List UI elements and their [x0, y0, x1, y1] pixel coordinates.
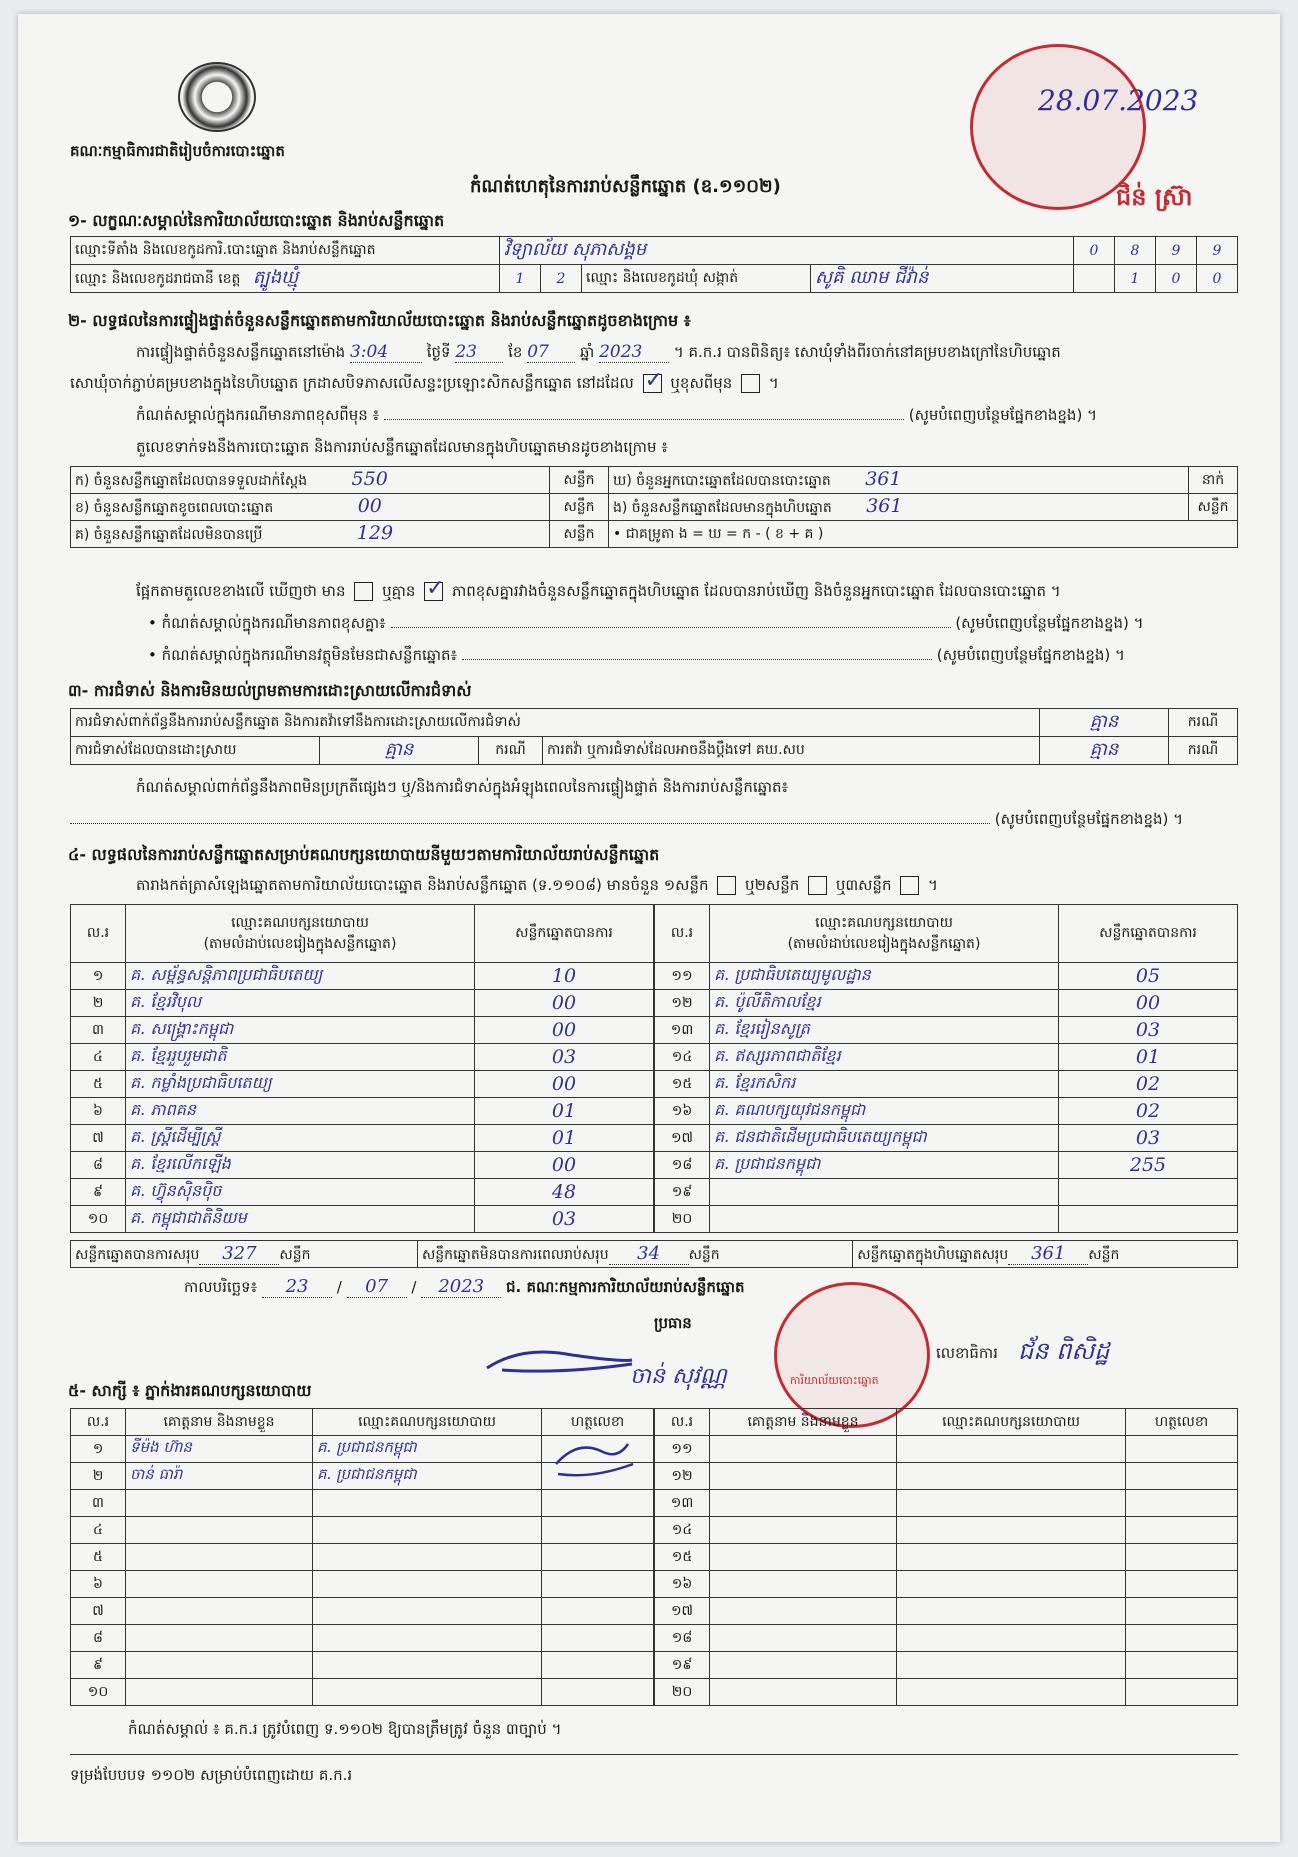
party-name: គ. គណបក្សយុវជនកម្ពុជា [710, 1098, 1059, 1125]
row-number: ៩ [71, 1179, 126, 1206]
result-row [71, 990, 654, 1017]
party-votes: 00 [475, 1152, 654, 1179]
witness-name [710, 1463, 897, 1490]
result-row [71, 1152, 654, 1179]
secretary-signature: ជ័ន ពិសិដ្ឋ [1018, 1337, 1110, 1365]
result-row [655, 1071, 1238, 1098]
party-name [710, 1206, 1059, 1233]
row-number: ៧ [71, 1598, 126, 1625]
row-number: ២ [71, 990, 126, 1017]
code-digit: 9 [1156, 237, 1197, 265]
witness-signature [542, 1598, 654, 1625]
witness-signature [542, 1490, 654, 1517]
month-value: 07 [527, 342, 575, 363]
witness-table-left: ល.រ គោត្តនាម និងនាមខ្លួន ឈ្មោះគណបក្សនយោបាយ ហត្ថលេខា ១ ទីម៉ង ហ៊ាន គ. ប្រជាជនកម្ពុជា ២ ចាន់ ធារ៉ា គ. ប្រជាជនកម្ពុជា ៣ ៤ ៥ ៦ ៧ ៨ ៩ ១០ [70, 1408, 654, 1706]
witness-signature [1126, 1463, 1238, 1490]
row-number: ៧ [71, 1125, 126, 1152]
code-digit: 8 [1115, 237, 1156, 265]
party-name: គ. កម្លាំងប្រជាធិបតេយ្យ [126, 1071, 475, 1098]
result-row [71, 963, 654, 990]
chair-signature: ចាន់ សុវណ្ណ [630, 1364, 727, 1389]
witness-row [655, 1598, 1238, 1625]
witness-signature-stroke [548, 1434, 638, 1484]
received-ballots: 550 [351, 468, 388, 490]
party-name: គ. ខ្មែរលើកឡើង [126, 1152, 475, 1179]
witness-row [71, 1679, 654, 1706]
witness-party [897, 1463, 1126, 1490]
resolved-count: គ្មាន [320, 737, 479, 765]
row-number: ៤ [71, 1044, 126, 1071]
party-name: គ. ខ្មែរកសិករ [710, 1071, 1059, 1098]
witness-party [897, 1517, 1126, 1544]
witness-signature [1126, 1598, 1238, 1625]
party-votes: 00 [475, 1017, 654, 1044]
party-votes [1059, 1179, 1238, 1206]
party-votes: 01 [1059, 1044, 1238, 1071]
footer-divider [70, 1754, 1238, 1755]
witness-name [710, 1598, 897, 1625]
result-row [71, 1071, 654, 1098]
witness-name [126, 1652, 313, 1679]
row-number: ៦ [71, 1098, 126, 1125]
row-number: ១៩ [655, 1652, 710, 1679]
witness-signature [542, 1652, 654, 1679]
row-number: ១៦ [655, 1098, 710, 1125]
witness-signature [1126, 1436, 1238, 1463]
witness-name [710, 1544, 897, 1571]
stamp-date: 28.07.2023 [1038, 84, 1199, 117]
compare-line: ផ្អែកតាមតួលេខខាងលើ ឃើញថា មាន ឬគ្មាន ✓ ភាពខុសគ្នារវាងចំនួនសន្លឹកឆ្នោតក្នុងហិបឆ្នោត ដែលបានរាប់ឃើញ និងចំនួនអ្នកបោះឆ្នោត ដែលបានបោះឆ្នោត ។ [136, 582, 1061, 604]
witness-row [655, 1517, 1238, 1544]
row-number: ៨ [71, 1625, 126, 1652]
witness-row [655, 1679, 1238, 1706]
row-number: ១៤ [655, 1517, 710, 1544]
emblem-logo [178, 62, 256, 132]
two-sheet-checkbox[interactable] [808, 876, 827, 895]
witness-party [897, 1544, 1126, 1571]
commune-code-digit: 1 [1115, 265, 1156, 293]
witness-party [897, 1436, 1126, 1463]
witness-party [313, 1598, 542, 1625]
party-name: គ. ប៉ូលីតិកាលខ្មែរ [710, 990, 1059, 1017]
total-in-box: 361 [1008, 1243, 1088, 1265]
witness-row [71, 1544, 654, 1571]
row-number: ១៤ [655, 1044, 710, 1071]
result-row [71, 1044, 654, 1071]
form-reference: ទម្រង់បែបបទ ១១០២ សម្រាប់បំពេញដោយ គ.ក.រ [70, 1766, 353, 1784]
witness-signature [542, 1517, 654, 1544]
party-votes: 02 [1059, 1098, 1238, 1125]
witness-signature [542, 1679, 654, 1706]
same-checkbox[interactable] [643, 374, 662, 393]
result-row [655, 1017, 1238, 1044]
row-number: ១៥ [655, 1071, 710, 1098]
row-number: ១៣ [655, 1490, 710, 1517]
objection-count: គ្មាន [1040, 709, 1169, 737]
row-number: ១៦ [655, 1571, 710, 1598]
secretary-label: លេខាធិការ [936, 1344, 998, 1362]
witness-row [655, 1625, 1238, 1652]
witness-party [313, 1490, 542, 1517]
party-name: គ. សម្ព័ន្ធសន្តិភាពប្រជាធិបតេយ្យ [126, 963, 475, 990]
party-name: គ. កម្ពុជាជាតិនិយម [126, 1206, 475, 1233]
result-row [655, 1206, 1238, 1233]
result-row [71, 1098, 654, 1125]
witness-row [71, 1571, 654, 1598]
commune-value: សូគិ ឈាម ជីវ៉ាន់ [811, 265, 1074, 293]
witness-row [71, 1652, 654, 1679]
witness-name [710, 1625, 897, 1652]
office-stamp [774, 1282, 930, 1428]
difference-note: កំណត់សម្គាល់ក្នុងករណីមានភាពខុសពីមុន ៖ (សូមបំពេញបន្ថែមផ្នែកខាងខ្នង) ។ [136, 406, 1097, 424]
witness-name: ចាន់ ធារ៉ា [126, 1463, 313, 1490]
objection-table: ការជំទាស់ពាក់ព័ន្ធនឹងការរាប់សន្លឹកឆ្នោត និងការតវ៉ាទៅនឹងការដោះស្រាយលើការជំទាស់ គ្មាន ករណី ការជំទាស់ដែលបានដោះស្រាយ គ្មាន ករណី ការតវ៉ា ឬការជំទាស់ដែលអាចនឹងប្តឹងទៅ គឃ.សប គ្មាន ករណី [70, 708, 1238, 765]
witness-party [897, 1625, 1126, 1652]
bullet-difference: • កំណត់សម្គាល់ក្នុងករណីមានភាពខុសគ្នា៖ (សូមបំពេញបន្ថែមផ្នែកខាងខ្នង) ។ [148, 614, 1144, 632]
location-label: ឈ្មោះទីតាំង និងលេខកូដការិ.បោះឆ្នោត និងរាប់សន្លឹកឆ្នោត [71, 237, 500, 265]
row-number: ១១ [655, 963, 710, 990]
total-valid: 327 [199, 1243, 279, 1265]
province-label: ឈ្មោះ និងលេខកូដរាជធានី ខេត្ត [75, 271, 241, 287]
commune-label: ឈ្មោះ និងលេខកូដឃុំ សង្កាត់ [582, 265, 811, 293]
row-number: ៨ [71, 1152, 126, 1179]
seal-status-line: សោឃុំចាក់ភ្ជាប់គម្របខាងក្នុងនៃហិបឆ្នោត ក្រដាសបិទភាសលើសន្ទះប្រឡោះសិកសន្លឹកឆ្នោត នៅដដែល ✓ ឬខុសពីមុន ។ [70, 374, 779, 396]
appeal-count: គ្មាន [1040, 737, 1169, 765]
row-number: ៩ [71, 1652, 126, 1679]
row-number: ១៩ [655, 1179, 710, 1206]
witness-name [126, 1571, 313, 1598]
section2-title: ២- លទ្ធផលនៃការផ្ទៀងផ្ទាត់ចំនួនសន្លឹកឆ្នោតតាមការិយាល័យបោះឆ្នោត និងរាប់សន្លឹកឆ្នោតដូចខាងក្រោម ៖ [68, 311, 691, 330]
party-votes: 01 [475, 1125, 654, 1152]
row-number: ៥ [71, 1544, 126, 1571]
row-number: ១៨ [655, 1625, 710, 1652]
witness-signature [542, 1571, 654, 1598]
witness-row [655, 1571, 1238, 1598]
row-number: ១១ [655, 1436, 710, 1463]
result-row [655, 1179, 1238, 1206]
row-number: ១៨ [655, 1152, 710, 1179]
witness-table-right: ល.រ គោត្តនាម និងនាមខ្លួន ឈ្មោះគណបក្សនយោបាយ ហត្ថលេខា ១១ ១២ ១៣ ១៤ ១៥ ១៦ ១៧ ១៨ ១៩ ២០ [654, 1408, 1238, 1706]
row-number: ២០ [655, 1679, 710, 1706]
three-sheet-checkbox[interactable] [900, 876, 919, 895]
witness-name [126, 1679, 313, 1706]
row-number: ១ [71, 963, 126, 990]
figures-table: ក) ចំនួនសន្លឹកឆ្នោតដែលបានទទួលដាក់ស្តែង 550 សន្លឹក ឃ) ចំនួនអ្នកបោះឆ្នោតដែលបានបោះឆ្នោត 361 នាក់ ខ) ចំនួនសន្លឹកឆ្នោតខូចពេលបោះឆ្នោត 00 សន្លឹក ង) ចំនួនសន្លឹកឆ្នោតដែលមានក្នុងហិបឆ្នោត 361 សន្លឹក គ) ចំនួនសន្លឹកឆ្នោតដែលមិនបានប្រើ 129 សន្លឹក • ជាគម្រូតា ង = ឃ = ក - ( ខ + គ ) [70, 466, 1238, 548]
section1-table [70, 236, 1238, 293]
section4-title: ៤- លទ្ធផលនៃការរាប់សន្លឹកឆ្នោតសម្រាប់គណបក្សនយោបាយនីមួយៗតាមការិយាល័យរាប់សន្លឹកឆ្នោត [68, 845, 660, 864]
unused-ballots: 129 [356, 522, 394, 544]
party-votes: 48 [475, 1179, 654, 1206]
witness-name [126, 1490, 313, 1517]
party-votes: 03 [1059, 1125, 1238, 1152]
party-votes: 00 [475, 990, 654, 1017]
total-invalid: 34 [609, 1243, 689, 1265]
witness-signature [1126, 1544, 1238, 1571]
party-name: គ. ខ្មែរវិបុល [126, 990, 475, 1017]
witness-row [655, 1490, 1238, 1517]
row-number: ១០ [71, 1679, 126, 1706]
witness-signature [1126, 1652, 1238, 1679]
witness-name [710, 1679, 897, 1706]
witness-name [126, 1598, 313, 1625]
witness-row [655, 1436, 1238, 1463]
section5-title: ៥- សាក្សី ៖ ភ្នាក់ងារគណបក្សនយោបាយ [68, 1381, 312, 1400]
result-row [71, 1206, 654, 1233]
party-name: គ. ស្ត្រីដើម្បីស្ត្រី [126, 1125, 475, 1152]
row-number: ១៥ [655, 1544, 710, 1571]
witness-row [71, 1490, 654, 1517]
party-name: គ. ប្រជាជនកម្ពុជា [710, 1152, 1059, 1179]
witness-name: ទីម៉ង ហ៊ាន [126, 1436, 313, 1463]
province-code-digit: 2 [541, 265, 582, 293]
party-votes: 10 [475, 963, 654, 990]
witness-name [710, 1490, 897, 1517]
witness-party [897, 1490, 1126, 1517]
witness-party [897, 1571, 1126, 1598]
irregularity-note: កំណត់សម្គាល់ពាក់ព័ន្ធនឹងភាពមិនប្រក្រតីផ្សេងៗ ឬ/និងការជំទាស់ក្នុងអំឡុងពេលនៃការផ្ទៀងផ្ទាត់ និងការរាប់សន្លឹកឆ្នោត៖ [136, 778, 789, 796]
witness-signature [1126, 1517, 1238, 1544]
difference-yes-checkbox[interactable] [354, 582, 373, 601]
witness-signature [1126, 1571, 1238, 1598]
party-name: គ. ខ្មែររៀនសូត្រ [710, 1017, 1059, 1044]
footer-note: កំណត់សម្គាល់ ៖ គ.ក.រ ត្រូវបំពេញ ទ.១១០២ ឱ្យបានត្រឹមត្រូវ ចំនួន ៣ច្បាប់ ។ [128, 1720, 562, 1738]
row-number: ១២ [655, 1463, 710, 1490]
witness-party [313, 1652, 542, 1679]
witness-row [655, 1463, 1238, 1490]
witness-row [71, 1598, 654, 1625]
day-value: 23 [455, 342, 503, 363]
voters-count: 361 [865, 468, 902, 490]
bullet-nonballot: • កំណត់សម្គាល់ក្នុងករណីមានវត្ថុមិនមែនជាសន្លឹកឆ្នោត៖ (សូមបំពេញបន្ថែមផ្នែកខាងខ្នង) ។ [148, 646, 1125, 664]
results-table-right: ល.រ ឈ្មោះគណបក្សនយោបាយ (តាមលំដាប់លេខរៀងក្នុងសន្លឹកឆ្នោត) សន្លឹកឆ្នោតបានការ ១១ គ. ប្រជាធិបតេយ្យមូលដ្ឋាន 05 ១២ គ. ប៉ូលីតិកាលខ្មែរ 00 ១៣ គ. ខ្មែររៀនសូត្រ 03 ១៤ គ. ឥស្សរភាពជាតិខ្មែរ 01 ១៥ គ. ខ្មែរកសិករ 02 ១៦ គ. គណបក្សយុវជនកម្ពុជា 02 ១៧ គ. ជនជាតិដើមប្រជាធិបតេយ្យកម្ពុជា 03 ១៨ គ. ប្រជាជនកម្ពុជា 255 ១៩ ២០ [654, 904, 1238, 1233]
spoiled-ballots: 00 [357, 495, 382, 517]
totals-row: សន្លឹកឆ្នោតបានការសរុប 327 សន្លឹក សន្លឹកឆ្នោតមិនបានការពេលរាប់សរុប 34 សន្លឹក សន្លឹកឆ្នោតក្នុងហិបឆ្នោតសរុប 361 សន្លឹក [70, 1240, 1238, 1268]
party-name: គ. ជនជាតិដើមប្រជាធិបតេយ្យកម្ពុជា [710, 1125, 1059, 1152]
committee-name: គណៈកម្មាធិការជាតិរៀបចំការបោះឆ្នោត [70, 142, 285, 160]
office-stamp-text: ការិយាល័យបោះឆ្នោត [790, 1374, 879, 1387]
party-name: គ. ខ្មែររួបរួមជាតិ [126, 1044, 475, 1071]
witness-signature [1126, 1625, 1238, 1652]
witness-party [313, 1679, 542, 1706]
witness-party [897, 1679, 1126, 1706]
party-name: គ. ហ៊្វុនស៊ិនប៉ិច [126, 1179, 475, 1206]
witness-party: គ. ប្រជាជនកម្ពុជា [313, 1463, 542, 1490]
witness-row [71, 1517, 654, 1544]
witness-row [655, 1652, 1238, 1679]
result-row [655, 963, 1238, 990]
stamp-signature-name: ជិន់ ស្រ៊ា [1116, 182, 1193, 211]
party-name: គ. ភាពគន [126, 1098, 475, 1125]
results-table-left: ល.រ ឈ្មោះគណបក្សនយោបាយ (តាមលំដាប់លេខរៀងក្នុងសន្លឹកឆ្នោត) សន្លឹកឆ្នោតបានការ ១ គ. សម្ព័ន្ធសន្តិភាពប្រជាធិបតេយ្យ 10 ២ គ. ខ្មែរវិបុល 00 ៣ គ. សង្គ្រោះកម្ពុជា 00 ៤ គ. ខ្មែររួបរួមជាតិ 03 ៥ គ. កម្លាំងប្រជាធិបតេយ្យ 00 ៦ គ. ភាពគន 01 ៧ គ. ស្ត្រីដើម្បីស្ត្រី 01 ៨ គ. ខ្មែរលើកឡើង 00 ៩ គ. ហ៊្វុនស៊ិនប៉ិច 48 ១០ គ. កម្ពុជាជាតិនិយម 03 [70, 904, 654, 1233]
party-votes: 02 [1059, 1071, 1238, 1098]
row-number: ១០ [71, 1206, 126, 1233]
party-name: គ. សង្គ្រោះកម្ពុជា [126, 1017, 475, 1044]
row-number: ៤ [71, 1517, 126, 1544]
difference-no-checkbox[interactable] [424, 582, 443, 601]
formula: • ជាគម្រូតា ង = ឃ = ក - ( ខ + គ ) [609, 521, 1238, 548]
witness-name [126, 1544, 313, 1571]
witness-party [313, 1571, 542, 1598]
chair-label: ប្រធាន [654, 1314, 692, 1332]
result-row [71, 1125, 654, 1152]
party-votes: 01 [475, 1098, 654, 1125]
result-row [71, 1179, 654, 1206]
chair-signature-stroke [482, 1340, 642, 1380]
witness-party [313, 1517, 542, 1544]
witness-name [710, 1571, 897, 1598]
result-row [655, 1044, 1238, 1071]
row-number: ៦ [71, 1571, 126, 1598]
party-name: គ. ប្រជាធិបតេយ្យមូលដ្ឋាន [710, 963, 1059, 990]
code-digit: 0 [1074, 237, 1115, 265]
tally-sheet-line: តារាងកត់ត្រាសំឡេងឆ្នោតតាមការិយាល័យបោះឆ្នោត និងរាប់សន្លឹកឆ្នោត (ទ.១១០៨) មានចំនួន ១សន្លឹក ឬ២សន្លឹក ឬ៣សន្លឹក ។ [136, 876, 938, 894]
party-name [710, 1179, 1059, 1206]
verification-line: ការផ្ទៀងផ្ទាត់ចំនួនសន្លឹកឆ្នោតនៅម៉ោង 3:04 ថ្ងៃទី 23 ខែ 07 ឆ្នាំ 2023 ។ គ.ក.រ បានពិនិត្យ៖ សោឃុំទាំងពីរចាក់នៅគម្របខាងក្រៅនៃហិបឆ្នោត [136, 342, 1061, 362]
signing-date: កាលបរិច្ឆេទ៖ 23 / 07 / 2023 ជ. គណៈកម្មការការិយាល័យរាប់សន្លឹកឆ្នោត [184, 1276, 745, 1297]
ballots-in-box: 361 [866, 495, 903, 517]
witness-signature [1126, 1679, 1238, 1706]
party-votes: 05 [1059, 963, 1238, 990]
row-number: ១៧ [655, 1125, 710, 1152]
different-checkbox[interactable] [741, 374, 760, 393]
witness-party [897, 1598, 1126, 1625]
commune-code-digit: 0 [1156, 265, 1197, 293]
result-row [655, 1125, 1238, 1152]
result-row [655, 990, 1238, 1017]
witness-party [313, 1625, 542, 1652]
witness-signature [1126, 1490, 1238, 1517]
row-number: ៣ [71, 1017, 126, 1044]
code-digit: 9 [1197, 237, 1238, 265]
form-title: កំណត់ហេតុនៃការរាប់សន្លឹកឆ្នោត (ឧ.១១០២) [470, 176, 781, 197]
year-value: 2023 [599, 342, 669, 363]
witness-name [710, 1652, 897, 1679]
party-votes: 00 [475, 1071, 654, 1098]
witness-name [710, 1517, 897, 1544]
row-number: ២ [71, 1463, 126, 1490]
party-votes: 03 [475, 1044, 654, 1071]
result-row [71, 1017, 654, 1044]
time-value: 3:04 [350, 342, 422, 363]
row-number: ១ [71, 1436, 126, 1463]
party-votes: 03 [475, 1206, 654, 1233]
result-row [655, 1152, 1238, 1179]
party-votes [1059, 1206, 1238, 1233]
witness-name [126, 1625, 313, 1652]
party-name: គ. ឥស្សរភាពជាតិខ្មែរ [710, 1044, 1059, 1071]
row-number: ៥ [71, 1071, 126, 1098]
row-number: ៣ [71, 1490, 126, 1517]
row-number: ២០ [655, 1206, 710, 1233]
witness-name [710, 1436, 897, 1463]
figures-intro: តួលេខទាក់ទងនឹងការបោះឆ្នោត និងការរាប់សន្លឹកឆ្នោតដែលមានក្នុងហិបឆ្នោតមានដូចខាងក្រោម ៖ [136, 438, 668, 456]
section1-title: ១- លក្ខណៈសម្គាល់នៃការិយាល័យបោះឆ្នោត និងរាប់សន្លឹកឆ្នោត [68, 211, 445, 230]
commune-code-digit: 0 [1197, 265, 1238, 293]
row-number: ១៣ [655, 1017, 710, 1044]
party-votes: 03 [1059, 1017, 1238, 1044]
witness-row [655, 1544, 1238, 1571]
witness-signature [542, 1625, 654, 1652]
province-value: ត្បូងឃ្មុំ [252, 267, 299, 288]
province-code-digit: 1 [500, 265, 541, 293]
party-votes: 255 [1059, 1152, 1238, 1179]
witness-party [313, 1544, 542, 1571]
row-number: ១២ [655, 990, 710, 1017]
witness-party: គ. ប្រជាជនកម្ពុជា [313, 1436, 542, 1463]
row-number: ១៧ [655, 1598, 710, 1625]
location-value: វិទ្យាល័យ សុភាសង្គម [500, 237, 1074, 265]
section3-title: ៣- ការជំទាស់ និងការមិនយល់ព្រមតាមការដោះស្រាយលើការជំទាស់ [68, 681, 472, 700]
witness-name [126, 1517, 313, 1544]
witness-row [71, 1625, 654, 1652]
result-row [655, 1098, 1238, 1125]
party-votes: 00 [1059, 990, 1238, 1017]
document-page: គណៈកម្មាធិការជាតិរៀបចំការបោះឆ្នោត កំណត់ហេតុនៃការរាប់សន្លឹកឆ្នោត (ឧ.១១០២) 28.07.2023 ជិន់ ស្រ៊ា ១- លក្ខណៈសម្គាល់នៃការិយាល័យបោះឆ្នោត និងរាប់សន្លឹកឆ្នោត ឈ្មោះទីតាំង និងលេខកូដការិ.បោះឆ្នោត និងរាប់សន្លឹកឆ្នោត វិទ្យាល័យ សុភាសង្គម 0 8 9 9 ឈ្មោះ និងលេខកូដរាជធានី ខេត្ត ត្បូងឃ្មុំ 1 2 ឈ្មោះ និងលេខកូដឃុំ សង្កាត់ សូគិ ឈាម ជីវ៉ាន់ 1 0 0 ២- លទ្ធផលនៃការផ្ទៀងផ្ទាត់ចំនួនសន្លឹកឆ្នោតតាមការិយាល័យបោះឆ្នោត និងរាប់សន្លឹកឆ្នោតដូចខាងក្រោម ៖ ការផ្ទៀងផ្ទាត់ចំនួនសន្លឹកឆ្នោតនៅម៉ោង 3:04 ថ្ងៃទី 23 ខែ 07 ឆ្នាំ 2023 ។ គ.ក.រ បានពិនិត្យ៖ សោឃុំទាំងពីរចាក់នៅគម្របខាងក្រៅនៃហិបឆ្នោត សោឃុំចាក់ភ្ជាប់គម្របខាងក្នុងនៃហិបឆ្នោត ក្រដាសបិទភាសលើសន្ទះប្រឡោះសិកសន្លឹកឆ្នោត នៅដដែល ✓ ឬខុសពីមុន ។ កំណត់សម្គាល់ក្នុងករណីមានភាពខុសពីមុន ៖ (សូមបំពេញបន្ថែមផ្នែកខាងខ្នង) ។ តួលេខទាក់ទងនឹងការបោះឆ្នោត និងការរាប់សន្លឹកឆ្នោតដែលមានក្នុងហិបឆ្នោតមានដូចខាងក្រោម ៖ ក) ចំនួនសន្លឹកឆ្នោតដែលបានទទួលដាក់ស្តែង 550 សន្លឹក ឃ) ចំនួនអ្នកបោះឆ្នោតដែលបានបោះឆ្នោត 361 នាក់ ខ) ចំនួនសន្លឹកឆ្នោតខូចពេលបោះឆ្នោត 00 សន្លឹក ង) ចំនួនសន្លឹកឆ្នោតដែលមានក្នុងហិបឆ្នោត 361 សន្លឹក គ) ចំនួនសន្លឹកឆ្នោតដែលមិនបានប្រើ 129 សន្លឹក • ជាគម្រូតា ង = ឃ = ក - ( ខ + គ ) ផ្អែកតាមតួលេខខាងលើ ឃើញថា មាន ឬគ្មាន ✓ ភាពខុសគ្នារវាងចំនួនសន្លឹកឆ្នោតក្នុងហិបឆ្នោត ដែលបានរាប់ឃើញ និងចំនួនអ្នកបោះឆ្នោត ដែលបានបោះឆ្នោត ។ • កំណត់សម្គាល់ក្នុងករណីមានភាពខុសគ្នា៖ (សូមបំពេញបន្ថែមផ្នែកខាងខ្នង) ។ • កំណត់សម្គាល់ក្នុងករណីមានវត្ថុមិនមែនជាសន្លឹកឆ្នោត៖ (សូមបំពេញបន្ថែមផ្នែកខាងខ្នង) ។ ៣- ការជំទាស់ និងការមិនយល់ព្រមតាមការដោះស្រាយលើការជំទាស់ ការជំទាស់ពាក់ព័ន្ធនឹងការរាប់សន្លឹកឆ្នោត និងការតវ៉ាទៅនឹងការដោះស្រាយលើការជំទាស់ គ្មាន ករណី ការជំទាស់ដែលបានដោះស្រាយ គ្មាន ករណី ការតវ៉ា ឬការជំទាស់ដែលអាចនឹងប្តឹងទៅ គឃ.សប គ្មាន ករណី កំណត់សម្គាល់ពាក់ព័ន្ធនឹងភាពមិនប្រក្រតីផ្សេងៗ ឬ/និងការជំទាស់ក្នុងអំឡុងពេលនៃការផ្ទៀងផ្ទាត់ និងការរាប់សន្លឹកឆ្នោត៖ (សូមបំពេញបន្ថែមផ្នែកខាងខ្នង) ។ ៤- លទ្ធផលនៃការរាប់សន្លឹកឆ្នោតសម្រាប់គណបក្សនយោបាយនីមួយៗតាមការិយាល័យរាប់សន្លឹកឆ្នោត តារាងកត់ត្រាសំឡេងឆ្នោតតាមការិយាល័យបោះឆ្នោត និងរាប់សន្លឹកឆ្នោត (ទ.១១០៨) មានចំនួន ១សន្លឹក ឬ២សន្លឹក ឬ៣សន្លឹក ។ ល.រ ឈ្មោះគណបក្សនយោបាយ (តាមលំដាប់លេខរៀងក្នុងសន្លឹកឆ្នោត) សន្លឹកឆ្នោតបានការ ១ គ. សម្ព័ន្ធសន្តិភាពប្រជាធិបតេយ្យ 10 ២ គ. ខ្មែរវិបុល 00 ៣ គ. សង្គ្រោះកម្ពុជា 00 ៤ គ. ខ្មែររួបរួមជាតិ 03 ៥ គ. កម្លាំងប្រជាធិបតេយ្យ 00 ៦ គ. ភាពគន 01 ៧ គ. ស្ត្រីដើម្បីស្ត្រី 01 ៨ គ. ខ្មែរលើកឡើង 00 ៩ គ. ហ៊្វុនស៊ិនប៉ិច 48 ១០ គ. កម្ពុជាជាតិនិយម 03 ល.រ ឈ្មោះគណបក្សនយោបាយ (តាមលំដាប់លេខរៀងក្នុងសន្លឹកឆ្នោត) សន្លឹកឆ្នោតបានការ ១១ គ. ប្រជាធិបតេយ្យមូលដ្ឋាន 05 ១២ គ. ប៉ូលីតិកាលខ្មែរ 00 ១៣ គ. ខ្មែររៀនសូត្រ 03 ១៤ គ. ឥស្សរភាពជាតិខ្មែរ 01 ១៥ គ. ខ្មែរកសិករ 02 ១៦ គ. គណបក្សយុវជនកម្ពុជា 02 ១៧ គ. ជនជាតិដើមប្រជាធិបតេយ្យកម្ពុជា 03 ១៨ គ. ប្រជាជនកម្ពុជា 255 ១៩ ២០ សន្លឹកឆ្នោតបានការសរុប 327 សន្លឹក សន្លឹកឆ្នោតមិនបានការពេលរាប់សរុប 34 សន្លឹក សន្លឹកឆ្នោតក្នុងហិបឆ្នោតសរុប 361 សន្លឹក កាលបរិច្ឆេទ៖ 23 / 07 / 2023 ជ. គណៈកម្មការការិយាល័យរាប់សន្លឹកឆ្នោត ប្រធាន ការិយាល័យបោះឆ្នោត ចាន់ សុវណ្ណ លេខាធិការ ជ័ន ពិសិដ្ឋ ៥- សាក្សី ៖ ភ្នាក់ងារគណបក្សនយោបាយ ល.រ គោត្តនាម និងនាមខ្លួន ឈ្មោះគណបក្សនយោបាយ ហត្ថលេខា ១ ទីម៉ង ហ៊ាន គ. ប្រជាជនកម្ពុជា ២ ចាន់ ធារ៉ា គ. ប្រជាជនកម្ពុជា ៣ ៤ ៥ ៦ ៧ ៨ ៩ ១០ ល.រ គោត្តនាម និងនាមខ្លួន ឈ្មោះគណបក្សនយោបាយ ហត្ថលេខា ១១ ១២ ១៣ ១៤ ១៥ ១៦ ១៧ ១៨ ១៩ ២០ កំណត់សម្គាល់ ៖ គ.ក.រ ត្រូវបំពេញ ទ.១១០២ ឱ្យបានត្រឹមត្រូវ ចំនួន ៣ច្បាប់ ។ ទម្រង់បែបបទ ១១០២ សម្រាប់បំពេញដោយ គ.ក.រ [18, 14, 1280, 1842]
witness-signature [542, 1544, 654, 1571]
witness-party [897, 1652, 1126, 1679]
one-sheet-checkbox[interactable] [717, 876, 736, 895]
